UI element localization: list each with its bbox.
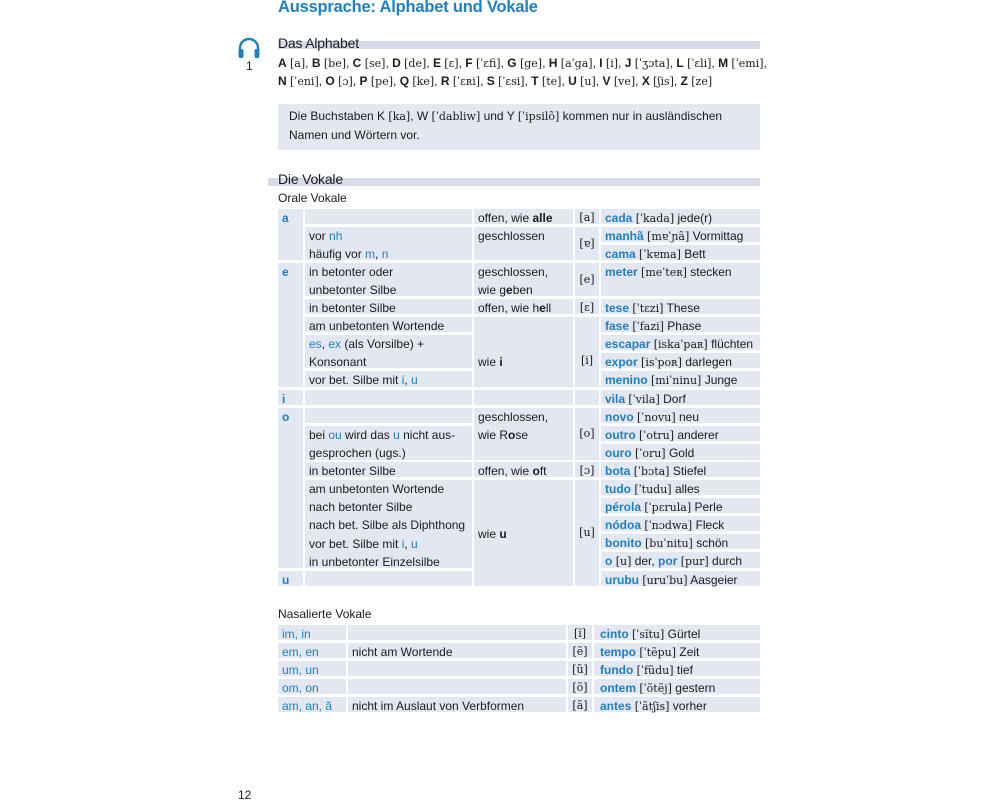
alphabet-letter: S (486, 74, 495, 88)
context-text: (als Vorsilbe) + (341, 337, 425, 351)
context-text: , (375, 247, 382, 261)
alphabet-ipa: [ze] (691, 75, 713, 88)
description-text: offen, wie (478, 211, 533, 225)
context-cell (305, 263, 472, 296)
example-cell (601, 516, 760, 531)
highlight: e (506, 283, 513, 297)
example-word: cada (605, 211, 633, 225)
nasal-desc-cell: nicht im Auslaut von Verbformen (348, 697, 566, 712)
example-ipa: [ˈtudu] (634, 483, 672, 496)
alphabet-letter: N (278, 74, 287, 88)
highlight: es (309, 337, 322, 351)
example-word: cinto (600, 627, 629, 641)
example-ipa: [ˈvila] (628, 393, 660, 406)
highlight: ex (328, 337, 342, 351)
description-text: ben (512, 283, 533, 297)
description-cell (474, 408, 573, 460)
example-word: urubu (605, 573, 639, 587)
context-cell (305, 209, 472, 224)
note-text: Namen und Wörtern vor. (289, 128, 420, 142)
nasal-letters-cell: em, en (278, 643, 346, 658)
context-text: am unbetonten Wortende (309, 319, 445, 333)
ipa: [ɐ] (579, 237, 595, 250)
example-word: ouro (605, 446, 632, 460)
alphabet-ipa: [te] (541, 75, 562, 88)
nasal-ipa-cell: [ũ] (568, 661, 592, 676)
example-gloss: Perle (694, 500, 723, 514)
nasal-example-cell (594, 643, 760, 658)
ipa: [ka] (388, 110, 411, 123)
description-text: wie R (478, 428, 509, 442)
description-text: geschlossen (478, 229, 545, 243)
example-word: tese (605, 301, 630, 315)
letter-o-cell (278, 408, 303, 568)
description-text: offen, wie h (478, 301, 540, 315)
example-gloss: Junge (704, 373, 738, 387)
alphabet-ipa: [a] (290, 57, 306, 70)
highlight: e (539, 301, 546, 315)
context-text: unbetonter Silbe (309, 283, 397, 297)
page-number: 12 (238, 788, 252, 802)
example-ipa: [ˈõtẽj] (639, 682, 672, 695)
alphabet-ipa: [be] (323, 57, 346, 70)
example-gloss: Vormittag (692, 229, 744, 243)
example-cell (601, 227, 760, 242)
track-number: 1 (246, 59, 253, 73)
example-gloss: gestern (675, 681, 716, 695)
example-ipa: [ˈnovu] (637, 411, 676, 424)
example-word: meter (605, 265, 638, 279)
example-word: ontem (600, 681, 636, 695)
alphabet-ipa: [ɔ] (338, 75, 353, 88)
context-cell (305, 335, 472, 368)
context-text: in unbetonter Einzelsilbe (309, 554, 440, 569)
nasal-desc-cell: nicht am Wortende (348, 643, 566, 658)
context-cell (305, 390, 472, 405)
description-cell (474, 390, 573, 405)
headphones-icon[interactable] (236, 36, 262, 60)
example-gloss: Bett (684, 247, 706, 261)
example-ipa: [isˈpoʀ] (641, 356, 682, 369)
nasal-example-cell (594, 697, 760, 712)
note-text: und Y (480, 109, 518, 123)
example-word: outro (605, 428, 636, 442)
example-cell (601, 390, 760, 405)
example-ipa: [ˈtẽpu] (639, 646, 677, 659)
context-text: gesprochen (ugs.) (309, 446, 406, 460)
example-word: escapar (605, 337, 651, 351)
example-gloss: vorher (672, 699, 707, 713)
example-ipa: [ˈfũdu] (636, 664, 674, 677)
example-ipa: [ˈtɛzi] (632, 302, 664, 315)
context-text: , (404, 536, 412, 551)
highlight: n (381, 247, 389, 261)
example-word: cama (605, 247, 636, 261)
example-gloss: Stiefel (672, 464, 707, 478)
example-gloss: Gold (668, 446, 695, 460)
example-gloss: Dorf (663, 392, 686, 406)
example-ipa: [ˈkɐma] (639, 248, 681, 261)
alphabet-letter: T (531, 74, 539, 88)
ipa-cell (575, 480, 599, 586)
nasal-desc-cell (348, 625, 566, 640)
alphabet-ipa: [ˈɛli] (687, 57, 712, 70)
example-ipa: [ˈpɛrula] (644, 501, 692, 514)
description-cell (474, 317, 573, 387)
alphabet-letter: L (676, 56, 684, 70)
alphabet-ipa: [pe] (370, 75, 394, 88)
example-word: pérola (605, 500, 642, 514)
alphabet-letter: V (602, 74, 611, 88)
example-cell (601, 571, 760, 586)
context-cell (305, 462, 472, 477)
context-text: in betonter Silbe (309, 301, 396, 315)
context-text: nach betonter Silbe (309, 500, 413, 515)
description-text: geschlossen, (478, 265, 549, 279)
example-ipa: [ˈãtʃis] (634, 700, 670, 713)
example-gloss: neu (678, 410, 700, 424)
nasal-letters-cell: om, on (278, 679, 346, 694)
letter-u-cell (278, 571, 303, 586)
alphabet-ipa: [ˈɛfi] (475, 57, 501, 70)
alphabet-ipa: [u] (580, 75, 596, 88)
context-text: in betonter Silbe (309, 464, 396, 478)
vowel-letter: e (282, 265, 289, 279)
nasal-ipa-cell: [ẽ] (568, 643, 592, 658)
alphabet-line-2: N [ˈeni], O [ɔ], P [pe], Q [ke], R [ˈɛʀi], S [ˈɛsi], T [te], U [u], V [ve], X [ʃis], Z [ze] (278, 74, 713, 88)
highlight: u (411, 536, 418, 551)
alphabet-letter: D (392, 56, 401, 70)
example-cell (601, 335, 760, 350)
alphabet-letter: O (325, 74, 335, 88)
example-cell (601, 552, 760, 568)
context-cell (305, 317, 472, 332)
example-word: menino (605, 373, 648, 387)
example-gloss: Aasgeier (690, 573, 738, 587)
description-text: se (515, 428, 529, 442)
example-gloss: stecken (690, 265, 732, 279)
example-cell (601, 299, 760, 314)
vokale-heading: Die Vokale (278, 171, 343, 187)
description-text: ll (545, 301, 552, 315)
context-text: vor bet. Silbe mit (309, 373, 402, 387)
highlight: o (532, 464, 540, 478)
alphabet-letter: C (352, 56, 362, 70)
context-text: bei (309, 428, 329, 442)
example-word: tudo (605, 482, 631, 496)
example-word: vila (605, 392, 626, 406)
context-cell (305, 426, 472, 460)
alphabet-ipa: [ke] (412, 75, 435, 88)
context-cell (305, 299, 472, 314)
nasal-letters-cell: am, an, ã (278, 697, 346, 712)
description-text: wie (478, 527, 500, 541)
nasal-vowels-label: Nasalierte Vokale (278, 607, 372, 621)
highlight: ou (328, 428, 342, 442)
alphabet-note (278, 104, 760, 150)
example-word: tempo (600, 645, 636, 659)
ipa: [e] (579, 273, 595, 286)
example-word: antes (600, 699, 632, 713)
description-cell (474, 209, 573, 224)
description-cell (474, 227, 573, 260)
alphabet-letter: F (465, 56, 473, 70)
example-cell (601, 444, 760, 460)
alphabet-ipa: [de] (404, 57, 427, 70)
example-ipa: [buˈnitu] (645, 537, 693, 550)
page-title: Aussprache: Alphabet und Vokale (278, 0, 538, 16)
example-word: o (605, 554, 613, 568)
alphabet-letter: Z (680, 74, 688, 88)
alphabet-ipa: [aˈga] (560, 57, 593, 70)
example-word: bota (605, 464, 631, 478)
alphabet-line-1: A [a], B [be], C [se], D [de], E [ɛ], F [ˈɛfi], G [ge], H [aˈga], I [i], J [ˈʒɔta], L [ˈɛli], M [ˈemi], (278, 56, 767, 70)
alphabet-ipa: [ve] (613, 75, 636, 88)
vowel-letter: u (282, 573, 290, 587)
ipa-cell (575, 263, 599, 296)
example-ipa: [ˈotru] (639, 429, 674, 442)
context-text: wird das (341, 428, 394, 442)
context-text: , (321, 337, 329, 351)
context-text: häufig vor (309, 247, 366, 261)
example-gloss: Gürtel (667, 627, 701, 641)
alphabet-letter: H (548, 56, 558, 70)
alphabet-letter: P (359, 74, 368, 88)
highlight: i (401, 373, 405, 387)
alphabet-ipa: [ʃis] (653, 75, 674, 88)
alphabet-letter: E (432, 56, 441, 70)
highlight: i (401, 536, 405, 551)
example-cell (601, 462, 760, 477)
letter-i-cell (278, 390, 303, 405)
description-text: wie g (478, 283, 507, 297)
alphabet-ipa: [ˈʒɔta] (634, 57, 670, 70)
alphabet-letter: X (641, 74, 650, 88)
example-ipa: [ˈoru] (635, 447, 666, 460)
vowel-letter: i (282, 392, 286, 406)
alphabet-letter: M (718, 56, 729, 70)
example-gloss: tief (676, 663, 693, 677)
example-word: por (658, 554, 678, 568)
example-ipa: [ˈkada] (635, 212, 675, 225)
alphabet-ipa: [i] (605, 57, 619, 70)
example-gloss: These (666, 301, 700, 315)
context-text: nach bet. Silbe als Diphthong (309, 518, 466, 533)
example-cell (601, 245, 760, 260)
highlight: i (499, 355, 503, 369)
vowel-letter: o (282, 410, 290, 424)
ipa: [o] (579, 427, 595, 440)
alphabet-ipa: [ˈeni] (290, 75, 319, 88)
example-word: manhã (605, 229, 644, 243)
context-text: Konsonant (309, 355, 367, 369)
ipa: [ˈdabliw] (431, 110, 481, 123)
alphabet-ipa: [ˈemi] (731, 57, 764, 70)
highlight: alle (532, 211, 553, 225)
description-text: offen, wie (478, 464, 533, 478)
alphabet-letter: B (311, 56, 321, 70)
example-word: fase (605, 319, 630, 333)
example-ipa: [u] (615, 555, 632, 568)
example-word: nódoa (605, 518, 641, 532)
example-gloss: Phase (667, 319, 702, 333)
ipa: [a] (579, 211, 595, 224)
nasal-ipa-cell: [ĩ] (568, 625, 592, 640)
ipa-cell (575, 317, 599, 387)
description-text: wie (478, 355, 500, 369)
nasal-desc-cell (348, 679, 566, 694)
example-cell (601, 371, 760, 387)
ipa-cell (575, 227, 599, 260)
ipa-cell (575, 462, 599, 477)
highlight: u (411, 373, 418, 387)
nasal-desc-cell (348, 661, 566, 676)
alphabet-letter: Q (399, 74, 410, 88)
highlight: m (365, 247, 376, 261)
ipa: [ɔ] (579, 464, 595, 477)
nasal-example-cell (594, 679, 760, 694)
alphabet-heading: Das Alphabet (278, 35, 359, 51)
nasal-ipa-cell: [õ] (568, 679, 592, 694)
example-ipa: [meˈteʀ] (641, 266, 687, 279)
ipa-cell (575, 408, 599, 460)
example-gloss: schön (696, 536, 729, 550)
example-cell (601, 534, 760, 549)
note-text: kommen nur in ausländischen (559, 109, 723, 123)
example-ipa: [iskaˈpaʀ] (653, 338, 708, 351)
vowel-letter: a (282, 211, 289, 225)
example-ipa: [uruˈbu] (642, 574, 688, 587)
context-text: vor (309, 229, 330, 243)
nasal-example-cell (594, 661, 760, 676)
example-ipa: [ˈfazi] (632, 320, 664, 333)
example-cell (601, 408, 760, 423)
example-gloss: durch (712, 554, 743, 568)
example-ipa: [miˈninu] (651, 374, 702, 387)
example-cell (601, 426, 760, 441)
example-gloss: Zeit (679, 645, 700, 659)
example-ipa: [ˈbɔta] (633, 465, 670, 478)
example-cell (601, 317, 760, 332)
ipa-cell (575, 209, 599, 224)
alphabet-letter: J (624, 56, 632, 70)
example-cell (601, 209, 760, 224)
alphabet-letter: U (568, 74, 577, 88)
context-text: nicht aus- (399, 428, 456, 442)
example-gloss: jede(r) (677, 211, 713, 225)
highlight: o (508, 428, 516, 442)
context-cell (305, 227, 472, 260)
example-gloss: anderer (677, 428, 719, 442)
example-cell (601, 353, 760, 368)
context-cell (305, 571, 472, 586)
alphabet-ipa: [ˈɛʀi] (452, 75, 481, 88)
highlight: u (499, 527, 507, 541)
alphabet-letter: R (440, 74, 450, 88)
oral-vowels-label: Orale Vokale (278, 191, 347, 205)
example-gloss: darlegen (685, 355, 732, 369)
ipa-cell (575, 299, 599, 314)
example-word: fundo (600, 663, 634, 677)
example-ipa: [ˈnɔdwa] (644, 519, 693, 532)
description-cell (474, 462, 573, 477)
alphabet-ipa: [ge] (519, 57, 543, 70)
nasal-letters-cell: um, un (278, 661, 346, 676)
note-text: Die Buchstaben K (289, 109, 389, 123)
example-cell (601, 263, 760, 296)
highlight: u (393, 428, 400, 442)
example-word: expor (605, 355, 638, 369)
alphabet-letter: A (278, 56, 287, 70)
nasal-example-cell (594, 625, 760, 640)
example-gloss: alles (674, 482, 700, 496)
context-cell (305, 408, 472, 423)
example-word: novo (605, 410, 634, 424)
ipa: [ˈipsilõ] (517, 110, 560, 123)
context-cell (305, 371, 472, 387)
context-text: , (404, 373, 412, 387)
ipa-cell (575, 390, 599, 405)
example-gloss: Fleck (695, 518, 725, 532)
context-text: in betonter oder (309, 265, 394, 279)
letter-a-cell (278, 209, 303, 260)
example-gloss: flüchten (711, 337, 754, 351)
description-text: geschlossen, (478, 410, 549, 424)
context-cell (305, 480, 472, 568)
description-text: ft (539, 464, 547, 478)
note-text: , W (410, 109, 432, 123)
context-text: am unbetonten Wortende (309, 482, 445, 496)
description-cell (474, 299, 573, 314)
example-word: bonito (605, 536, 642, 550)
ipa: [ɛ] (579, 301, 595, 314)
description-cell (474, 263, 573, 296)
ipa: [i] (580, 354, 594, 367)
letter-e-cell (278, 263, 303, 387)
nasal-letters-cell: im, in (278, 625, 346, 640)
example-text: der, (631, 554, 659, 568)
context-text: vor bet. Silbe mit (309, 536, 402, 551)
alphabet-ipa: [ɛ] (444, 57, 459, 70)
example-ipa: [mɐˈɲã] (647, 230, 690, 243)
example-cell (601, 480, 760, 495)
example-cell (601, 498, 760, 513)
ipa: [u] (579, 526, 595, 539)
description-cell (474, 480, 573, 586)
nasal-ipa-cell: [ã] (568, 697, 592, 712)
example-ipa: [ˈsĩtu] (632, 628, 665, 641)
alphabet-letter: G (507, 56, 517, 70)
highlight: nh (329, 229, 343, 243)
alphabet-letter: I (599, 56, 603, 70)
alphabet-ipa: [ˈɛsi] (498, 75, 525, 88)
example-ipa: [pur] (680, 555, 709, 568)
alphabet-ipa: [se] (364, 57, 386, 70)
